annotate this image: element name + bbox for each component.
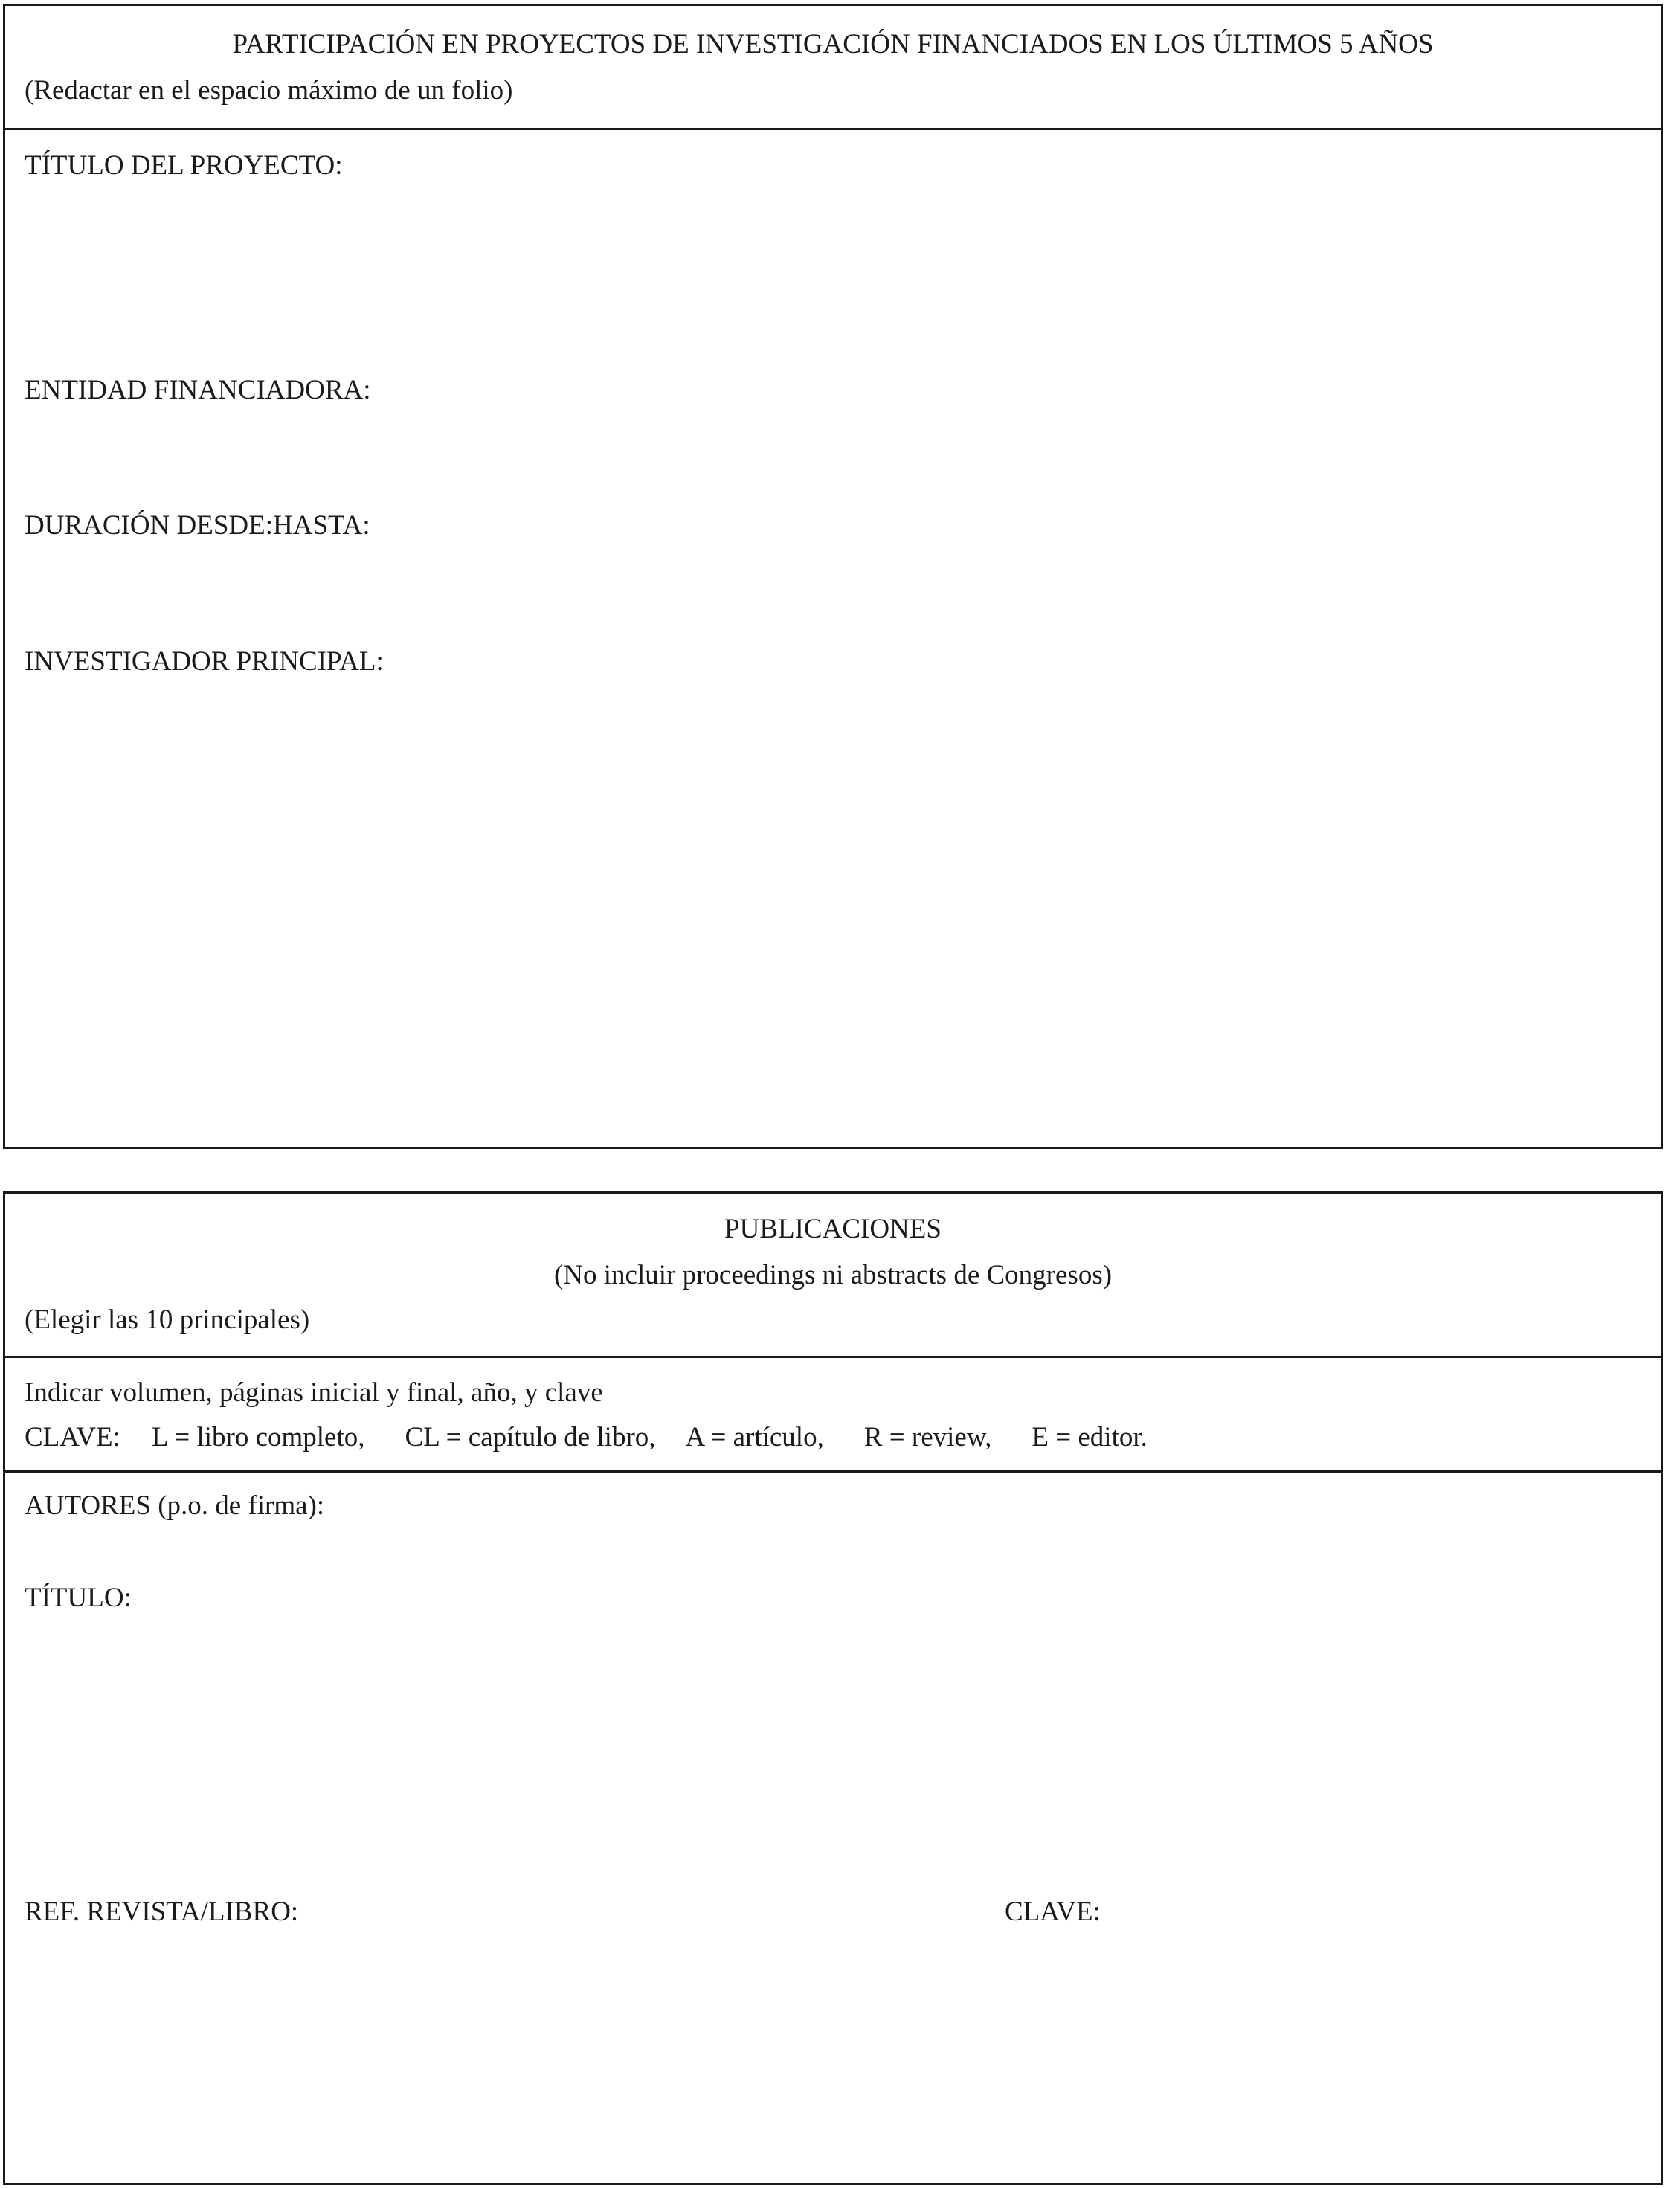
field-investigador-principal: INVESTIGADOR PRINCIPAL: [25,646,384,677]
projects-subtitle: (Redactar en el espacio máximo de un folio) [25,75,513,106]
projects-title: PARTICIPACIÓN EN PROYECTOS DE INVESTIGACIÓN FINANCIADOS EN LOS ÚLTIMOS 5 AÑOS [232,29,1434,59]
projects-header-divider [5,128,1661,130]
clave-item-a: A = artículo, [685,1422,824,1452]
publications-instructions: Indicar volumen, páginas inicial y final, año, y clave [25,1377,603,1408]
clave-item-r: R = review, [863,1422,992,1452]
field-ref-revista-libro: REF. REVISTA/LIBRO: [25,1896,299,1927]
field-titulo-proyecto: TÍTULO DEL PROYECTO: [25,150,343,181]
clave-legend [25,1421,1148,1454]
publications-header-divider [5,1356,1661,1358]
publications-title: PUBLICACIONES [724,1214,942,1244]
field-entidad-financiadora: ENTIDAD FINANCIADORA: [25,375,371,405]
clave-item-cl: CL = capítulo de libro, [405,1422,656,1452]
field-clave: CLAVE: [1005,1896,1101,1927]
publications-note: (No incluir proceedings ni abstracts de Congresos) [553,1260,1113,1290]
publications-section [3,1191,1663,2185]
projects-section [3,4,1663,1149]
field-duracion: DURACIÓN DESDE:HASTA: [25,510,370,541]
publications-instructions-divider [5,1470,1661,1473]
field-autores: AUTORES (p.o. de firma): [25,1490,325,1521]
field-titulo: TÍTULO: [25,1583,132,1613]
publications-choose: (Elegir las 10 principales) [25,1304,310,1335]
clave-item-l: L = libro completo, [151,1422,365,1452]
clave-item-e: E = editor. [1032,1422,1148,1452]
clave-legend-label: CLAVE: [25,1422,120,1452]
